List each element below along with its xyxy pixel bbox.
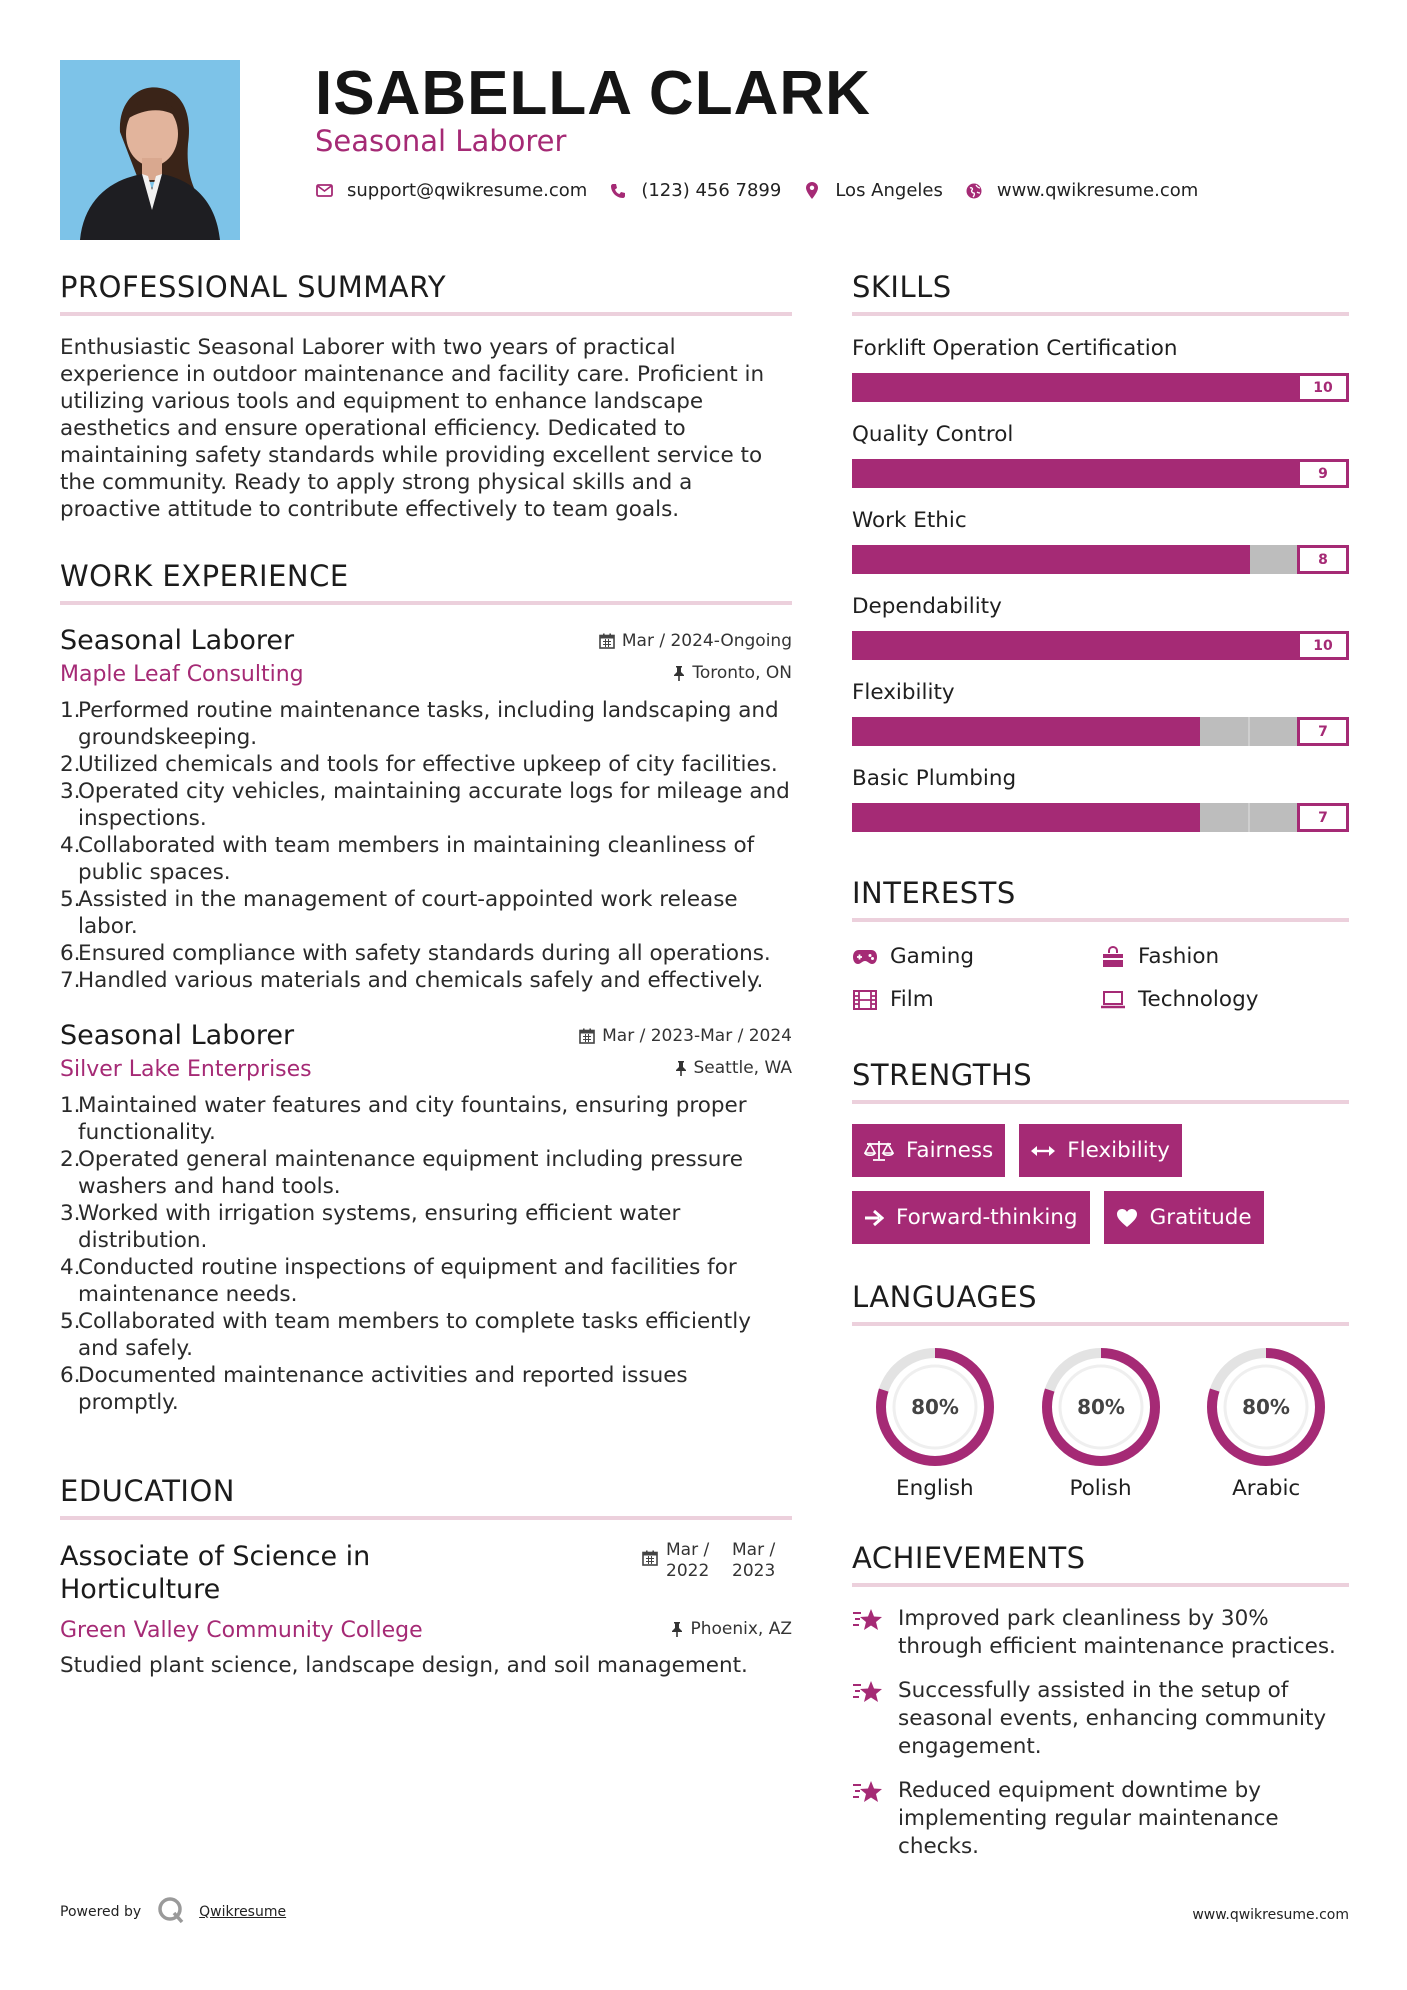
language-percent: 80% (1076, 1395, 1125, 1419)
list-item: 5. Collaborated with team members to complete tasks efficiently and safely. (60, 1309, 751, 1361)
skill-bar-fill (852, 373, 1349, 402)
language-name: English (896, 1476, 974, 1501)
arrows-horizontal-icon (1031, 1144, 1055, 1158)
shopping-bag-icon (1100, 946, 1126, 968)
skill-bar (852, 545, 1349, 574)
phone-icon (609, 182, 627, 200)
skill-score: 10 (1297, 631, 1349, 660)
pushpin-icon (673, 665, 685, 681)
list-item: 5. Assisted in the management of court-appointed work release labor. (60, 887, 738, 939)
person-silhouette-icon (60, 60, 240, 240)
skill-name: Forklift Operation Certification (852, 336, 1178, 361)
candidate-name: ISABELLA CLARK (315, 59, 871, 128)
skills-list (852, 336, 1349, 832)
skill-item (852, 766, 1349, 832)
skills-heading: SKILLS (852, 270, 1349, 316)
calendar-icon (642, 1550, 658, 1566)
skill-score: 8 (1297, 545, 1349, 574)
strengths-heading: STRENGTHS (852, 1058, 1349, 1104)
globe-icon (965, 182, 983, 200)
skill-item (852, 422, 1349, 488)
skill-bar (852, 803, 1349, 832)
film-icon (852, 989, 878, 1011)
language-name: Polish (1069, 1476, 1132, 1501)
list-item: 2. Utilized chemicals and tools for effective upkeep of city facilities. (60, 752, 778, 777)
shooting-star-icon (852, 1605, 898, 1661)
map-pin-icon (803, 182, 821, 200)
pushpin-icon (675, 1060, 687, 1076)
list-item: 3. Operated city vehicles, maintaining accurate logs for mileage and inspections. (60, 779, 790, 831)
education-dates (642, 1540, 792, 1582)
language-percent: 80% (910, 1395, 959, 1419)
achievement-item: Improved park cleanliness by 30% through efficient maintenance practices. (852, 1605, 1349, 1661)
website-text: www.qwikresume.com (996, 180, 1199, 201)
list-item: 4. Conducted routine inspections of equipment and facilities for maintenance needs. (60, 1255, 737, 1307)
company-name: Silver Lake Enterprises (60, 1057, 312, 1082)
interests-heading: INTERESTS (852, 876, 1349, 922)
location-text: Los Angeles (835, 180, 943, 201)
list-item: 6. Documented maintenance activities and reported issues promptly. (60, 1363, 688, 1415)
list-item: 1. Maintained water features and city fountains, ensuring proper functionality. (60, 1093, 747, 1145)
contact-email[interactable] (315, 180, 587, 201)
achievements-heading: ACHIEVEMENTS (852, 1541, 1349, 1587)
achievement-item: Reduced equipment downtime by implementing regular maintenance checks. (852, 1777, 1349, 1861)
school-name: Green Valley Community College (60, 1618, 423, 1643)
job-date: Mar / 2024-Ongoing (599, 631, 792, 651)
skill-name: Dependability (852, 594, 1002, 619)
qwikresume-logo-icon (157, 1896, 185, 1928)
list-item: 2. Operated general maintenance equipment including pressure washers and hand tools. (60, 1147, 743, 1199)
left-column (60, 270, 792, 1678)
calendar-icon (599, 633, 615, 649)
interest-item: Technology (1100, 987, 1348, 1012)
education-location: Phoenix, AZ (671, 1619, 792, 1639)
skill-bar (852, 717, 1349, 746)
skill-bar-fill (852, 717, 1200, 746)
job-title: Seasonal Laborer (60, 625, 295, 656)
languages-heading: LANGUAGES (852, 1280, 1349, 1326)
skill-score: 7 (1297, 717, 1349, 746)
contact-phone[interactable] (609, 180, 781, 201)
language-item (1183, 1344, 1349, 1501)
languages-list (852, 1344, 1349, 1501)
contact-bar (315, 180, 1220, 201)
language-percent: 80% (1242, 1395, 1291, 1419)
job-location: Seattle, WA (675, 1058, 793, 1078)
pushpin-icon (671, 1621, 683, 1637)
skill-score: 10 (1297, 373, 1349, 402)
job-date: Mar / 2023-Mar / 2024 (579, 1026, 792, 1046)
contact-website[interactable] (965, 180, 1198, 201)
company-name: Maple Leaf Consulting (60, 662, 304, 687)
phone-text: (123) 456 7899 (641, 180, 782, 201)
summary-heading: PROFESSIONAL SUMMARY (60, 270, 792, 316)
education-start: Mar / 2022 (666, 1540, 710, 1581)
contact-location (803, 180, 943, 201)
language-ring (1203, 1344, 1329, 1470)
interest-item: Film (852, 987, 1100, 1012)
balance-scale-icon (864, 1140, 894, 1162)
skill-item (852, 336, 1349, 402)
skill-item (852, 680, 1349, 746)
profile-photo (60, 60, 240, 240)
strength-chip: Forward-thinking (852, 1191, 1090, 1244)
list-item: 6. Ensured compliance with safety standards during all operations. (60, 941, 771, 966)
job-entry (60, 1020, 792, 1416)
list-item: 3. Worked with irrigation systems, ensuring efficient water distribution. (60, 1201, 681, 1253)
interests-list (852, 944, 1349, 1012)
strengths-list (852, 1124, 1349, 1258)
strength-chip: Gratitude (1104, 1191, 1264, 1244)
education-entry (60, 1540, 792, 1678)
skill-bar (852, 373, 1349, 402)
footer-website[interactable]: www.qwikresume.com (1192, 1907, 1349, 1923)
candidate-title: Seasonal Laborer (315, 124, 567, 158)
job-entry (60, 625, 792, 994)
right-column (852, 270, 1349, 1877)
strength-chip: Flexibility (1019, 1124, 1182, 1177)
email-text: support@qwikresume.com (347, 180, 588, 201)
skill-bar (852, 631, 1349, 660)
language-item (1018, 1344, 1184, 1501)
calendar-icon (579, 1028, 595, 1044)
list-item: 4. Collaborated with team members in maintaining cleanliness of public spaces. (60, 833, 755, 885)
skill-name: Work Ethic (852, 508, 967, 533)
language-item (852, 1344, 1018, 1501)
skill-name: Basic Plumbing (852, 766, 1017, 791)
job-bullets (60, 697, 792, 994)
job-title: Seasonal Laborer (60, 1020, 295, 1051)
experience-heading: WORK EXPERIENCE (60, 559, 792, 605)
shooting-star-icon (852, 1677, 898, 1761)
job-bullets (60, 1092, 792, 1416)
gamepad-icon (852, 946, 878, 968)
skill-bar-fill (852, 631, 1349, 660)
education-description: Studied plant science, landscape design, and soil management. (60, 1653, 748, 1678)
skill-bar-fill (852, 803, 1200, 832)
footer-powered-by: Powered by Qwikresume (60, 1896, 286, 1928)
degree-title: Associate of Science in Horticulture (60, 1541, 371, 1605)
shooting-star-icon (852, 1777, 898, 1861)
heart-icon (1116, 1208, 1138, 1228)
skill-bar-fill (852, 459, 1299, 488)
skill-name: Flexibility (852, 680, 955, 705)
education-end: Mar / 2023 (732, 1540, 776, 1581)
skill-item (852, 594, 1349, 660)
envelope-icon (315, 182, 333, 200)
skill-bar (852, 459, 1349, 488)
skill-score: 7 (1297, 803, 1349, 832)
achievement-item: Successfully assisted in the setup of seasonal events, enhancing community engagement. (852, 1677, 1349, 1761)
arrow-right-icon (864, 1209, 884, 1227)
job-location: Toronto, ON (673, 663, 792, 683)
list-item: 7. Handled various materials and chemicals safely and effectively. (60, 968, 764, 993)
interest-item: Fashion (1100, 944, 1348, 969)
laptop-icon (1100, 989, 1126, 1011)
qwikresume-link[interactable]: Qwikresume (199, 1904, 287, 1920)
language-name: Arabic (1232, 1476, 1301, 1501)
language-ring (872, 1344, 998, 1470)
skill-item (852, 508, 1349, 574)
list-item: 1. Performed routine maintenance tasks, including landscaping and groundskeeping. (60, 698, 779, 750)
strength-chip: Fairness (852, 1124, 1005, 1177)
skill-score: 9 (1297, 459, 1349, 488)
interest-item: Gaming (852, 944, 1100, 969)
achievements-list (852, 1605, 1349, 1861)
education-heading: EDUCATION (60, 1474, 792, 1520)
skill-name: Quality Control (852, 422, 1014, 447)
summary-text: Enthusiastic Seasonal Laborer with two years of practical experience in outdoor maintenance and facility care. Proficient in utilizing various tools and equipment to enhance landscape aesthetics and ensure operational efficiency. Dedicated to maintaining safety standards while providing excellent service to the community. Ready to apply strong physical skills and a proactive attitude to contribute effectively to team goals. (60, 335, 765, 522)
skill-bar-fill (852, 545, 1250, 574)
language-ring (1038, 1344, 1164, 1470)
